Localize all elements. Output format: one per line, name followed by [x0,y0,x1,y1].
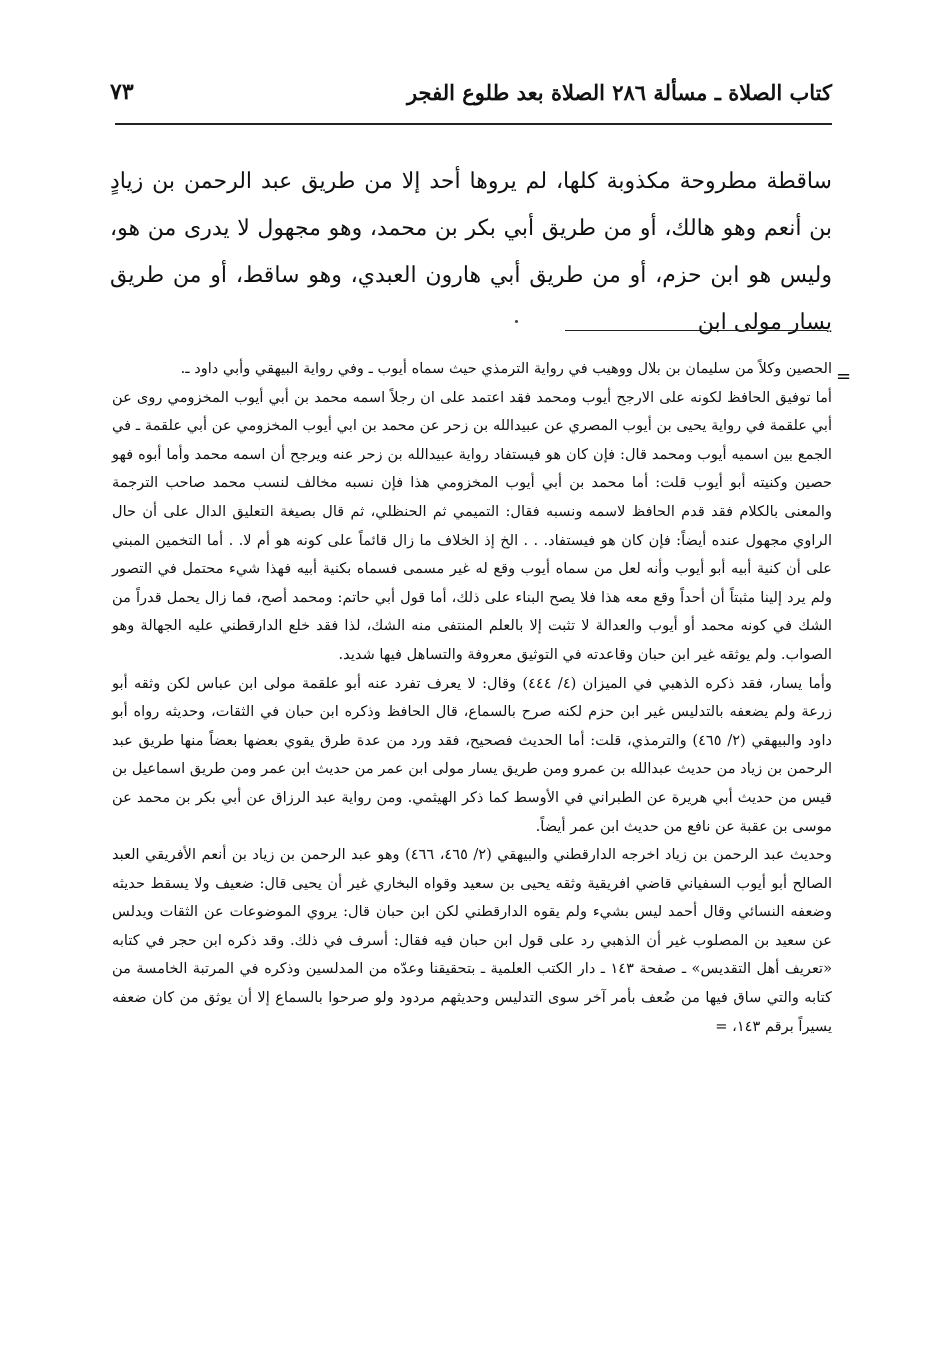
main-text [110,158,832,346]
footnotes [112,355,832,1041]
footnote-paragraph: وحديث عبد الرحمن بن زياد اخرجه الدارقطني والبيهقي (٢/ ٤٦٥، ٤٦٦) وهو عبد الرحمن بن زياد بن أنعم الأفريقي العبد الصالح أبو أيوب السفياني قاضي افريقية وثقه يحيى بن سعيد وقواه البخاري غير أن يحيى قال: ضعيف ولا يسقط حديثه وضعفه النسائي وقال أحمد ليس بشيء ولم يقوه الدارقطني لكن ابن حبان قال: يروي الموضوعات عن الثقات ويدلس عن سعيد بن المصلوب غير أن الذهبي رد على قول ابن حبان فيه فقال: أسرف في ذلك. وقد ذكره ابن حجر في كتابه «تعريف أهل التقديس» ـ صفحة ١٤٣ ـ دار الكتب العلمية ـ بتحقيقنا وعدّه من المدلسين وذكره في المرتبة الخامسة من كتابه والتي ساق فيها من ضُعف بأمر آخر سوى التدليس وحديثهم مردود ولو صرحوا بالسماع إلا أن يوثق من كان ضعفه يسيراً برقم ١٤٣، = [112,846,832,1035]
page-header [110,72,832,112]
page-number: ٧٣ [110,79,134,105]
main-paragraph: ساقطة مطروحة مكذوبة كلها، لم يروها أحد إلا من طريق عبد الرحمن بن زيادٍ بن أنعم وهو هالك، أو من طريق أبي بكر بن محمد، وهو مجهول لا يدرى من هو، وليس هو ابن حزم، أو من طريق أبي هارون العبدي، وهو ساقط، أو من طريق يسار مولى ابن [110,169,832,335]
footnote-paragraph: أما توفيق الحافظ لكونه على الارجح أيوب ومحمد فقد اعتمد على ان رجلاً اسمه محمد بن أبي أيوب المخزومي روى عن أبي علقمة في رواية يحيى بن أيوب المصري عن عبيدالله بن زحر عن محمد بن ابي أيوب المخزومي عن أبي علقمة ـ في الجمع بين اسميه أيوب ومحمد قال: فإن كان هو فيستفاد رواية عبيدالله بن زحر عنه ويرجح أن اسمه محمد وأما أبوه فهو حصين وكنيته أبو أيوب قلت: أما محمد بن أبي أيوب المخزومي هذا فإن نسبه مخالف لنسب محمد صاحب الترجمة والمعنى بالكلام فقد قدم الحافظ لاسمه ونسبه فقال: التميمي ثم الحنظلي، ثم قال بصيغة التعليق الدال على أن حال الراوي مجهول عنده أيضاً: فإن كان هو فيستفاد. . . الخ إذ الخلاف ما زال قائماً على كونه هو أم لا. . أما التخمين المبني على أن كنية أبيه أبو أيوب وأنه لعل من سماه أيوب وقع له غير مسمى فسماه بكنية أبيه فهذا شيء محتمل في التصور ولم يرد إلينا مثبتاً أن أحداً وقع معه هذا فلا يصح البناء على ذلك، أما قول أبي حاتم: ومحمد أصح، فما زال يحمل قدراً من الشك في كونه محمد أو أيوب والعدالة لا تثبت إلا بالعلم المنتفى منه الشك، لذا فقد خلع الدارقطني عليه الجهالة وهو الصواب. ولم يوثقه غير ابن حبان وقاعدته في التوثيق معروفة والتساهل فيها شديد. [112,388,832,663]
footnote-continuation-mark: = [836,366,852,387]
scan-speck [515,320,518,323]
footnote-paragraph: وأما يسار، فقد ذكره الذهبي في الميزان (٤/ ٤٤٤) وقال: لا يعرف تفرد عنه أبو علقمة مولى ابن عباس لكن وثقه أبو زرعة ولم يضعفه بالتدليس غير ابن حزم لكنه صرح بالسماع، قال الحافظ وذكره ابن حبان في الثقات، وحديثه رواه أبو داود والبيهقي (٢/ ٤٦٥) والترمذي، قلت: أما الحديث فصحيح، فقد ورد من عدة طرق يقوي بعضها بعضاً منها طريق عبد الرحمن بن زياد من حديث عبدالله بن عمرو ومن طريق يسار مولى ابن عمر من حديث ابن عمر ومن طريق اسماعيل بن قيس من حديث أبي هريرة عن الطبراني في الأوسط كما ذكر الهيثمي. ومن رواية عبد الرزاق عن أبي بكر بن محمد عن موسى بن عقبة عن نافع من حديث ابن عمر أيضاً. [112,674,832,835]
header-rule [115,123,832,125]
running-title: كتاب الصلاة ـ مسألة ٢٨٦ الصلاة بعد طلوع الفجر [406,79,832,105]
footnote-separator [565,330,827,331]
footnote-paragraph: الحصين وكلاً من سليمان بن بلال ووهيب في رواية الترمذي حيث سماه أيوب ـ وفي رواية البيهقي وأبي داود ـ. [180,360,832,377]
